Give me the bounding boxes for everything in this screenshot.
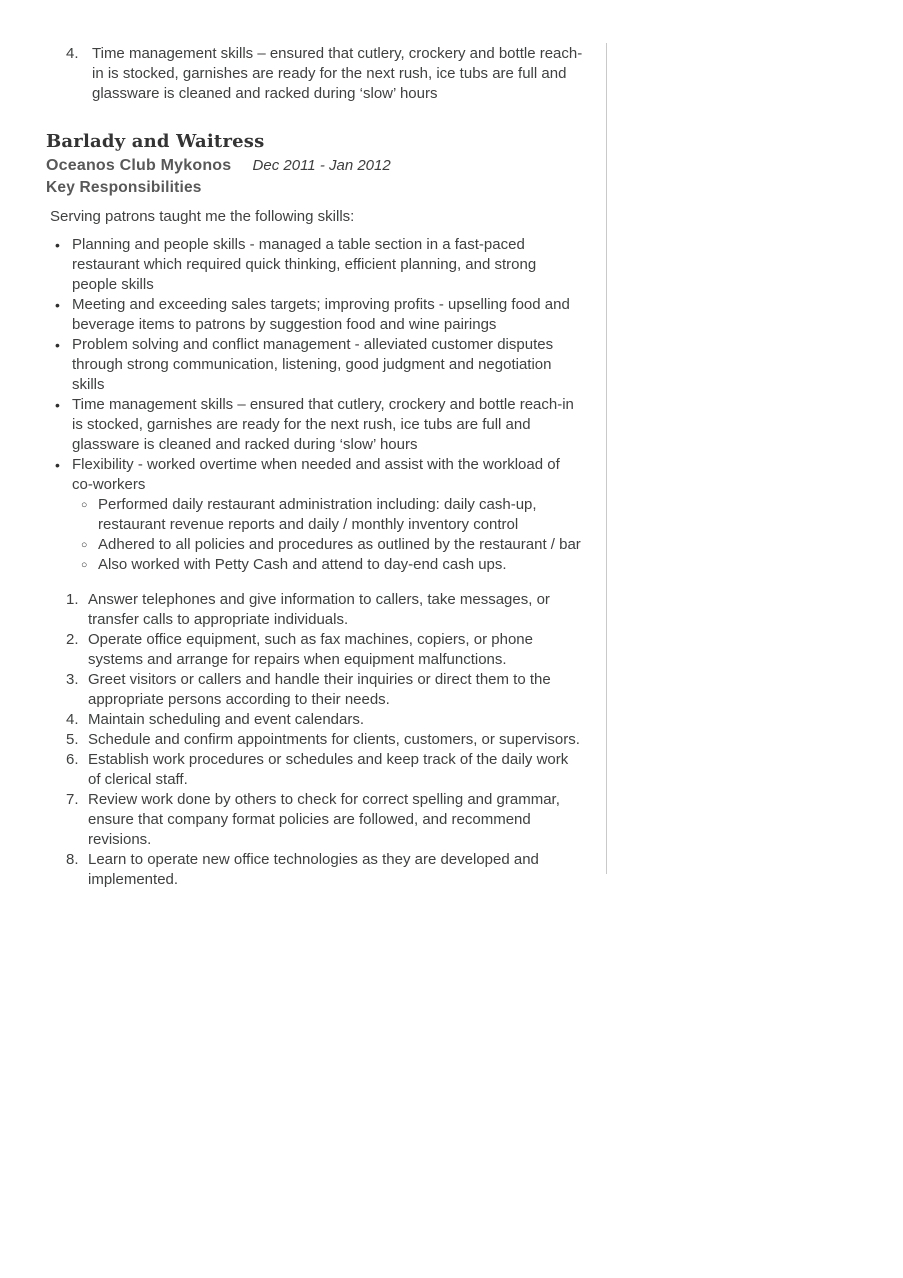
list-item-number: 2. — [66, 631, 79, 648]
list-item — [46, 630, 584, 670]
list-item — [46, 790, 584, 850]
continued-list-item — [46, 44, 584, 104]
list-item — [46, 335, 584, 395]
sub-list-item — [46, 495, 584, 535]
list-item — [46, 295, 584, 335]
list-item-number: 7. — [66, 791, 79, 808]
list-item-text: Problem solving and conflict management - alleviated customer disputes through strong communication, listening, good judgment and negotiation skills — [72, 336, 554, 393]
list-item-text: Maintain scheduling and event calendars. — [88, 711, 365, 728]
list-item-text: Review work done by others to check for correct spelling and grammar, ensure that company format policies are followed, and recommend revisions. — [88, 791, 560, 848]
list-item-text: Meeting and exceeding sales targets; improving profits - upselling food and beverage items to patrons by suggestion food and wine pairings — [72, 296, 570, 333]
list-item-number: 4. — [66, 711, 79, 728]
bullet-circle-icon: ○ — [81, 499, 88, 511]
company-name: Oceanos Club Mykonos — [46, 157, 232, 174]
skills-bullet-list — [46, 235, 584, 575]
list-item-text: Time management skills – ensured that cutlery, crockery and bottle reach-in is stocked, garnishes are ready for the next rush, ice tubs are full and glassware is cleaned and racked during ‘slow’ hours — [72, 396, 574, 453]
duties-numbered-list — [46, 590, 584, 890]
list-item — [46, 670, 584, 710]
list-item-text: Answer telephones and give information to callers, take messages, or transfer calls to appropriate individuals. — [88, 591, 550, 628]
list-item-text: Greet visitors or callers and handle their inquiries or direct them to the appropriate persons according to their needs. — [88, 671, 551, 708]
list-item-text: Establish work procedures or schedules and keep track of the daily work of clerical staff. — [88, 751, 569, 788]
list-item — [46, 235, 584, 295]
bullet-disc-icon: • — [55, 337, 60, 353]
intro-text: Serving patrons taught me the following skills: — [50, 208, 355, 225]
list-item — [46, 730, 584, 750]
list-item-text: Time management skills – ensured that cutlery, crockery and bottle reach-in is stocked, garnishes are ready for the next rush, ice tubs are full and glassware is cleaned and racked during ‘slow’ hours — [92, 45, 583, 102]
list-item-number: 1. — [66, 591, 79, 608]
job-title: Barlady and Waitress — [46, 131, 265, 152]
employment-dates: Dec 2011 - Jan 2012 — [252, 157, 391, 174]
company-line — [46, 155, 584, 177]
list-item-text: Operate office equipment, such as fax machines, copiers, or phone systems and arrange for repairs when equipment malfunctions. — [88, 631, 533, 668]
bullet-disc-icon: • — [55, 397, 60, 413]
list-item — [46, 710, 584, 730]
bullet-circle-icon: ○ — [81, 539, 88, 551]
list-item-number: 6. — [66, 751, 79, 768]
list-item-text: Planning and people skills - managed a table section in a fast-paced restaurant which required quick thinking, efficient planning, and strong people skills — [72, 236, 537, 293]
bullet-disc-icon: • — [55, 297, 60, 313]
list-item — [46, 455, 584, 495]
list-item-text: Flexibility - worked overtime when needed and assist with the workload of co-workers — [72, 456, 560, 493]
list-item-text: Learn to operate new office technologies as they are developed and implemented. — [88, 851, 539, 888]
key-responsibilities-label: Key Responsibilities — [46, 179, 202, 196]
list-item — [46, 590, 584, 630]
list-item-number: 8. — [66, 851, 79, 868]
sub-list-item — [46, 535, 584, 555]
list-item-text: Also worked with Petty Cash and attend to day-end cash ups. — [98, 556, 507, 573]
list-item-number: 3. — [66, 671, 79, 688]
list-item-text: Schedule and confirm appointments for clients, customers, or supervisors. — [88, 731, 580, 748]
list-item — [46, 750, 584, 790]
sub-list-item — [46, 555, 584, 575]
list-item-number: 4. — [66, 45, 79, 62]
bullet-disc-icon: • — [55, 457, 60, 473]
list-item — [46, 395, 584, 455]
list-item — [46, 850, 584, 890]
bullet-circle-icon: ○ — [81, 559, 88, 571]
resume-page-content — [46, 44, 584, 890]
list-item-number: 5. — [66, 731, 79, 748]
page-divider-line — [606, 43, 607, 874]
bullet-disc-icon: • — [55, 237, 60, 253]
list-item-text: Performed daily restaurant administration including: daily cash-up, restaurant revenue reports and daily / monthly inventory control — [98, 496, 537, 533]
list-item-text: Adhered to all policies and procedures as outlined by the restaurant / bar — [98, 536, 581, 553]
